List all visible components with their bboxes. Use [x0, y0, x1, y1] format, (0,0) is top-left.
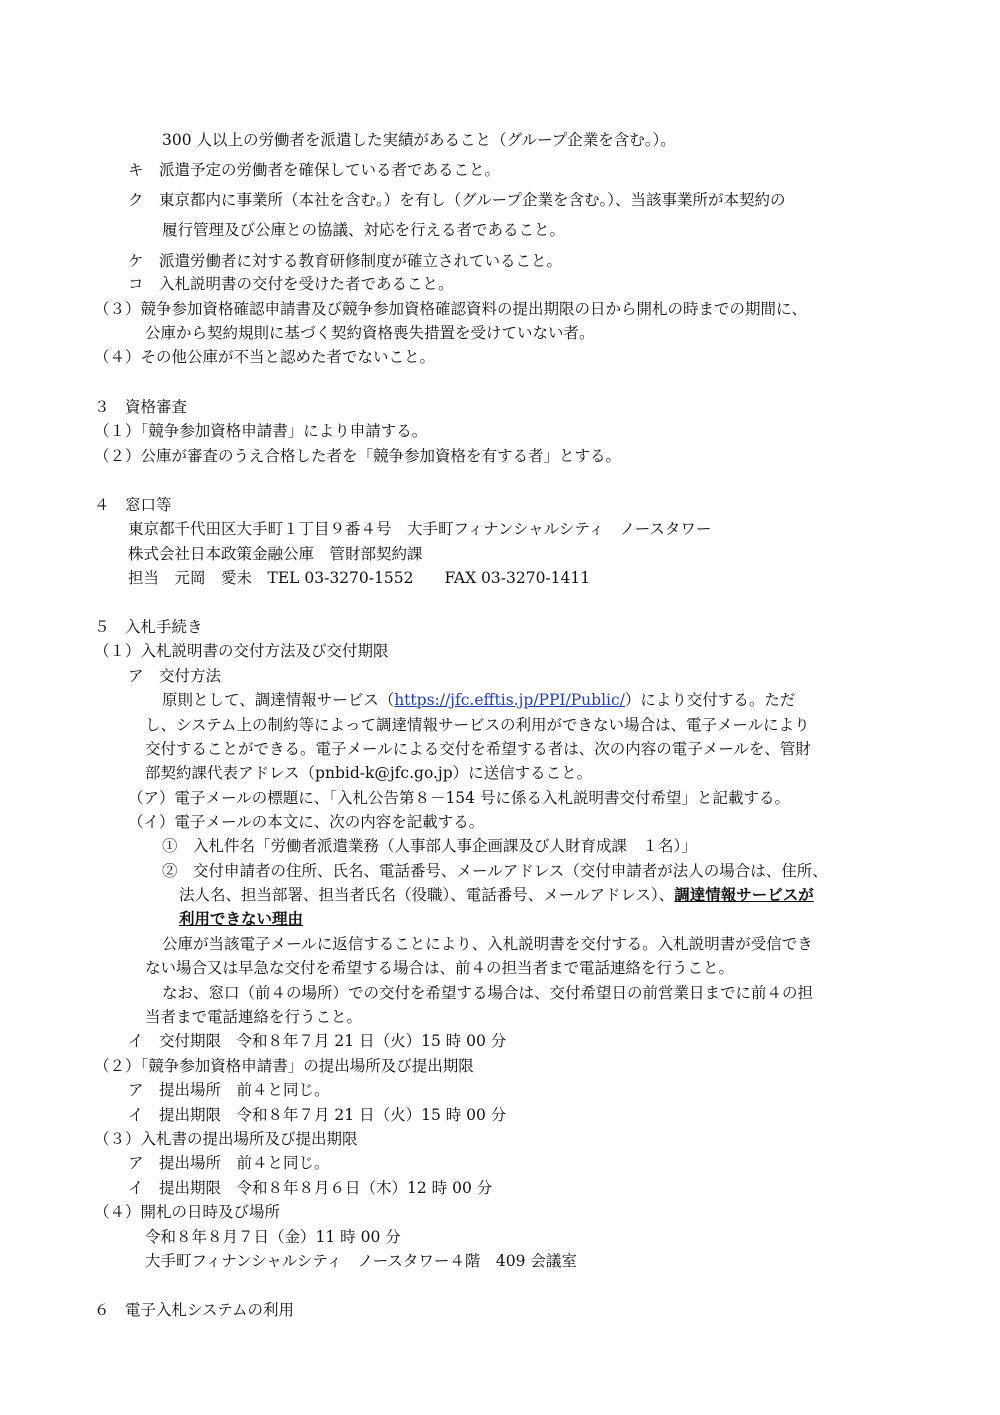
- text-line: （ア）電子メールの標題に、「入札公告第８－154 号に係る入札説明書交付希望」と記載する。: [128, 789, 790, 807]
- section-heading: ３ 資格審査: [94, 398, 188, 416]
- text-line: キ 派遣予定の労働者を確保している者であること。: [128, 161, 501, 179]
- text-line: [179, 885, 814, 905]
- text-line: ② 交付申請者の住所、氏名、電話番号、メールアドレス（交付申請者が法人の場合は、住所、: [162, 862, 828, 880]
- text-line: 交付することができる。電子メールによる交付を希望する者は、次の内容の電子メールを、管財: [145, 740, 811, 758]
- text-line: ア 交付方法: [128, 667, 222, 685]
- text-line: [179, 909, 303, 929]
- text-line: ア 提出場所 前４と同じ。: [128, 1154, 330, 1172]
- underlined-text: 調達情報サービスが: [674, 885, 814, 904]
- text-line: 令和８年８月７日（金）11 時 00 分: [145, 1228, 401, 1246]
- underlined-text: 利用できない理由: [179, 909, 304, 928]
- text-line: 大手町フィナンシャルシティ ノースタワー４階 409 会議室: [145, 1252, 577, 1270]
- text-line: ア 提出場所 前４と同じ。: [128, 1081, 330, 1099]
- text-line: 部契約課代表アドレス（pnbid-k@jfc.go.jp）に送信すること。: [145, 764, 593, 782]
- text-line: 300 人以上の労働者を派遣した実績があること（グループ企業を含む。）。: [162, 131, 676, 149]
- text-line: （３）入札書の提出場所及び提出期限: [94, 1130, 358, 1148]
- text-line: 公庫が当該電子メールに返信することにより、入札説明書を交付する。入札説明書が受信でき: [162, 935, 813, 953]
- text-line: 公庫から契約規則に基づく契約資格喪失措置を受けていない者。: [145, 324, 595, 342]
- text-line: [162, 690, 795, 710]
- text-line: （４）その他公庫が不当と認めた者でないこと。: [94, 348, 436, 366]
- text-line: （２）公庫が審査のうえ合格した者を「競争参加資格を有する者」とする。: [94, 447, 622, 465]
- text-line: イ 提出期限 令和８年７月 21 日（火）15 時 00 分: [128, 1106, 507, 1124]
- text-line: （２）「競争参加資格申請書」の提出場所及び提出期限: [94, 1057, 474, 1075]
- text-line: ① 入札件名「労働者派遣業務（人事部人事企画課及び人財育成課 １名）」: [162, 837, 697, 855]
- text-line: ク 東京都内に事業所（本社を含む。）を有し（グループ企業を含む。）、当該事業所が本契約の: [128, 191, 786, 209]
- text-line: （３）競争参加資格確認申請書及び競争参加資格確認資料の提出期限の日から開札の時までの期間に、: [94, 300, 808, 318]
- text-span: 原則として、調達情報サービス（: [162, 691, 395, 709]
- section-heading: ５ 入札手続き: [94, 618, 203, 636]
- text-line: イ 交付期限 令和８年７月 21 日（火）15 時 00 分: [128, 1032, 507, 1050]
- text-line: し、システム上の制約等によって調達情報サービスの利用ができない場合は、電子メールにより: [145, 716, 810, 734]
- text-line: （１）「競争参加資格申請書」により申請する。: [94, 422, 428, 440]
- text-line: 株式会社日本政策金融公庫 管財部契約課: [128, 545, 423, 563]
- text-line: なお、窓口（前４の場所）での交付を希望する場合は、交付希望日の前営業日までに前４の担: [162, 984, 814, 1002]
- text-line: ケ 派遣労働者に対する教育研修制度が確立されていること。: [128, 252, 563, 270]
- text-span: ）により交付する。ただ: [624, 691, 796, 709]
- procurement-service-link[interactable]: https://jfc.efftis.jp/PPI/Public/: [394, 691, 625, 709]
- text-line: 当者まで電話連絡を行うこと。: [145, 1008, 363, 1026]
- text-line: コ 入札説明書の交付を受けた者であること。: [128, 275, 454, 293]
- text-line: （４）開札の日時及び場所: [94, 1203, 281, 1221]
- text-line: 担当 元岡 愛未 TEL 03-3270-1552 FAX 03-3270-1411: [128, 569, 591, 587]
- text-line: ない場合又は早急な交付を希望する場合は、前４の担当者まで電話連絡を行うこと。: [145, 959, 735, 977]
- section-heading: ６ 電子入札システムの利用: [94, 1301, 294, 1319]
- section-heading: ４ 窓口等: [94, 496, 172, 514]
- text-line: （イ）電子メールの本文に、次の内容を記載する。: [128, 813, 485, 831]
- text-line: 履行管理及び公庫との協議、対応を行える者であること。: [162, 221, 566, 239]
- text-line: （１）入札説明書の交付方法及び交付期限: [94, 642, 389, 660]
- text-span: 法人名、担当部署、担当者氏名（役職）、電話番号、メールアドレス）、: [179, 886, 675, 904]
- text-line: 東京都千代田区大手町１丁目９番４号 大手町フィナンシャルシティ ノースタワー: [128, 520, 712, 538]
- text-line: イ 提出期限 令和８年８月６日（木）12 時 00 分: [128, 1179, 493, 1197]
